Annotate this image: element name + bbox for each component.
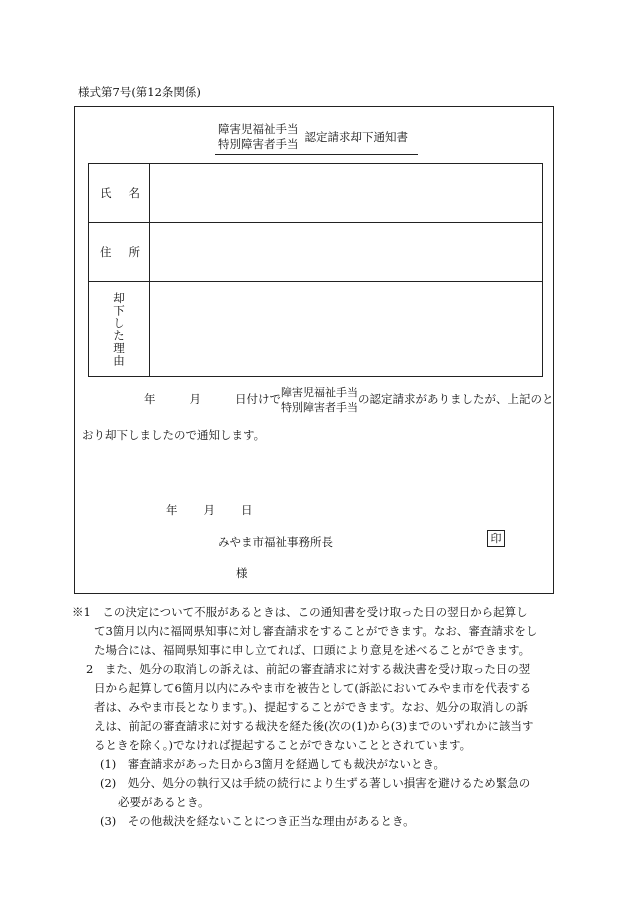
name-label-a: 氏 — [100, 186, 112, 200]
recipient-honorific: 様 — [236, 566, 248, 580]
note-item-3: (3) その他裁決を経ないことにつき正当な理由があるとき。 — [100, 814, 415, 828]
issue-date-year: 年 — [166, 503, 178, 517]
issue-date-month: 月 — [203, 503, 215, 517]
reason-value-cell — [150, 282, 543, 377]
sentence-year: 年 — [144, 392, 156, 406]
notice-sentence — [144, 385, 554, 415]
note-2-line-2: 日から起算して6箇月以内にみやま市を被告として(訴訟においてみやま市を代表する — [94, 681, 532, 695]
note-item-2-line-1: (2) 処分、処分の執行又は手続の続行により生ずる著しい損害を避けるため緊急の — [100, 776, 531, 790]
title-allowance-stack — [218, 122, 299, 152]
title-suffix: 認定請求却下通知書 — [304, 130, 408, 144]
address-value-cell — [150, 223, 543, 282]
note-1-line-1: ※1 この決定について不服があるときは、この通知書を受け取った日の翌日から起算し — [72, 605, 528, 619]
note-item-1: (1) 審査請求があった日から3箇月を経過しても裁決がないとき。 — [100, 757, 446, 771]
issue-date — [166, 502, 279, 518]
notice-title — [218, 122, 408, 152]
note-2-line-5: るときを除く。)でなければ提起することができないこととされています。 — [94, 738, 472, 752]
sentence-allowance-stack — [281, 385, 358, 415]
note-item-2-line-2: 必要があるとき。 — [118, 795, 210, 809]
form-number-label: 様式第7号(第12条関係) — [78, 85, 201, 99]
address-label-a: 住 — [100, 245, 112, 259]
title-underline — [215, 154, 418, 155]
title-allowance-2: 特別障害者手当 — [218, 137, 299, 151]
sentence-allowance-1: 障害児福祉手当 — [281, 386, 358, 399]
name-label-cell — [89, 164, 150, 223]
note-2-line-3: 者は、みやま市長となります。)、提起することができます。なお、処分の取消しの訴 — [94, 700, 528, 714]
sentence-month: 月 — [189, 392, 201, 406]
sentence-rest-1: の認定請求がありましたが、上記のと — [358, 392, 554, 406]
note-1-line-2: て3箇月以内に福岡県知事に対し審査請求をすることができます。なお、審査請求をし — [94, 624, 538, 638]
name-value-cell — [150, 164, 543, 223]
seal-stamp: 印 — [487, 530, 505, 547]
reason-label: 却下した理由 — [112, 291, 126, 367]
note-2-line-4: えは、前記の審査請求に対する裁決を経た後(次の(1)から(3)までのいずれかに該当す — [94, 719, 534, 733]
address-label-cell — [89, 223, 150, 282]
title-allowance-1: 障害児福祉手当 — [218, 122, 299, 136]
sentence-day-prefix: 日付けで — [235, 392, 281, 406]
note-2-line-1: 2 また、処分の取消しの訴えは、前記の審査請求に対する裁決書を受け取った日の翌 — [86, 662, 531, 676]
issuing-office: みやま市福祉事務所長 — [218, 535, 333, 549]
issue-date-day: 日 — [241, 503, 253, 517]
address-label-b: 所 — [128, 245, 140, 259]
note-1-line-3: た場合には、福岡県知事に申し立てれば、口頭により意見を述べることができます。 — [94, 643, 531, 657]
sentence-allowance-2: 特別障害者手当 — [281, 401, 358, 414]
applicant-info-table — [88, 163, 543, 377]
notice-sentence-cont: おり却下しましたので通知します。 — [82, 428, 266, 442]
name-label-b: 名 — [128, 186, 140, 200]
reason-label-cell — [89, 282, 150, 377]
